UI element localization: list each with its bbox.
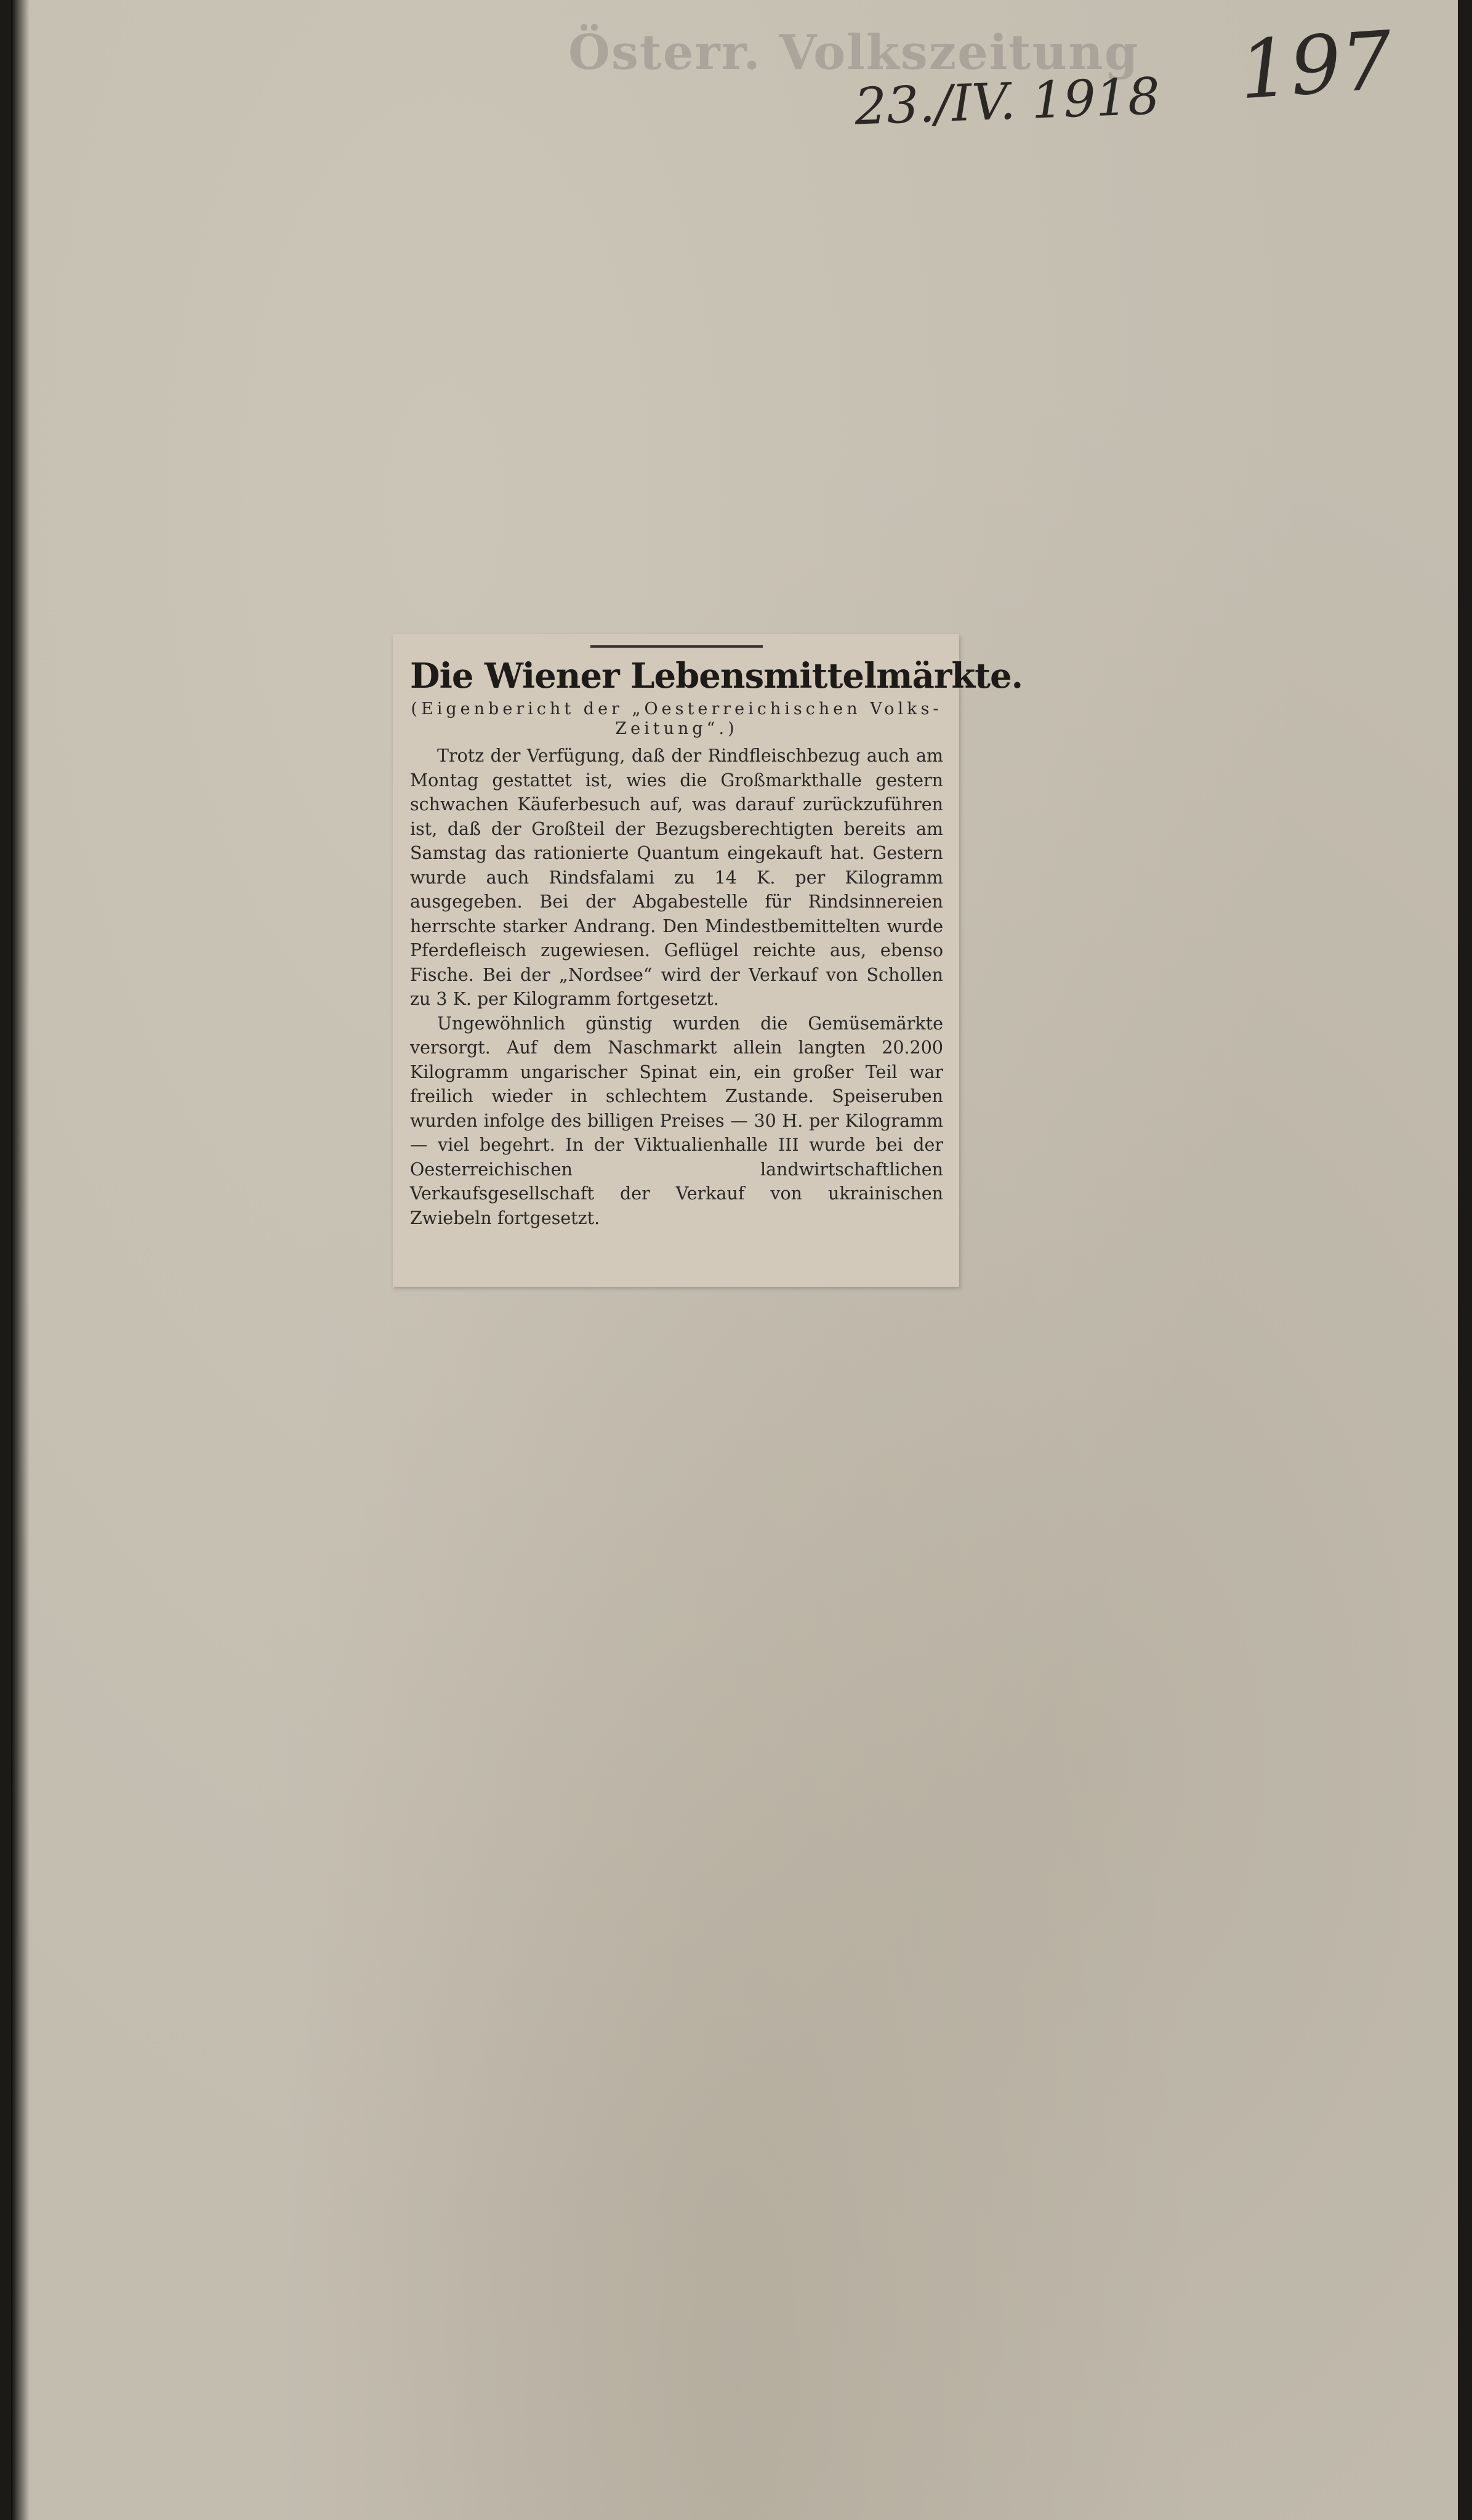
handwritten-page-number: 197 — [1236, 13, 1396, 118]
handwritten-date: 23./IV. 1918 — [853, 67, 1161, 137]
clipping-paragraph: Trotz der Verfügung, daß der Rindfleischbezug auch am Montag gestattet ist, wies die Großmarkthalle gestern schwachen Käuferbesuch auf, was darauf zurückzuführen ist, daß der Großteil der Bezugsberechtigten bereits am Samstag das rationierte Quantum eingekauft hat. Gestern wurde auch Rindsfalami zu 14 K. per Kilogramm ausgegeben. Bei der Abgabestelle für Rindsinnereien herrschte starker Andrang. Den Mindestbemittelten wurde Pferdefleisch zugewiesen. Geflügel reichte aus, ebenso Fische. Bei der „Nordsee“ wird der Verkauf von Schollen zu 3 K. per Kilogramm fortgesetzt. — [410, 746, 943, 1009]
clipping-paragraph: Ungewöhnlich günstig wurden die Gemüsemärkte versorgt. Auf dem Naschmarkt allein langten 20.200 Kilogramm ungarischer Spinat ein, ein großer Teil war freilich wieder in schlechtem Zustande. Speiseruben wurden infolge des billigen Preises — 30 H. per Kilogramm — viel begehrt. In der Viktualienhalle III wurde bei der Oesterreichischen landwirtschaftlichen Verkaufsgesellschaft der Verkauf von ukrainischen Zwiebeln fortgesetzt. — [410, 1013, 943, 1228]
archive-sheet — [11, 0, 1458, 2520]
clipping-headline: Die Wiener Lebensmittelmärkte. — [410, 656, 1023, 696]
newspaper-stamp: Österr. Volkszeitung — [568, 25, 1140, 81]
sheet-edge-shadow — [11, 0, 30, 2520]
clipping-subhead: (Eigenbericht der „Oesterreichischen Volks-Zeitung“.) — [411, 699, 943, 738]
clipping-top-rule — [590, 645, 763, 648]
newspaper-clipping — [393, 634, 1023, 1287]
